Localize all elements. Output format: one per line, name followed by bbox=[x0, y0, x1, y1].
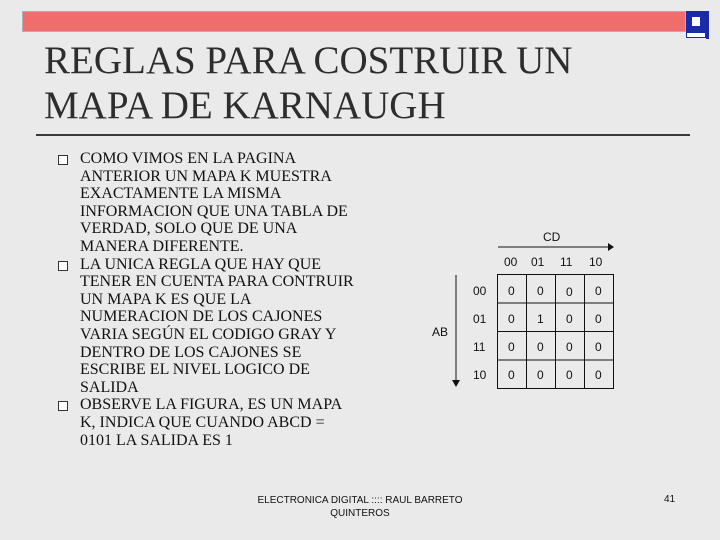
kmap-row-label: 01 bbox=[473, 312, 487, 326]
kmap-row-label: 10 bbox=[473, 368, 487, 382]
kmap-cell: 0 bbox=[595, 284, 602, 298]
kmap-cell: 0 bbox=[508, 312, 515, 326]
kmap-cell: 0 bbox=[537, 284, 544, 298]
slide-title-line-2: MAPA DE KARNAUGH bbox=[44, 84, 446, 127]
kmap-cell: 0 bbox=[537, 368, 544, 382]
kmap-row-label: 00 bbox=[473, 284, 487, 298]
bullet-text: OBSERVE LA FIGURA, ES UN MAPA K, INDICA QUE CUANDO ABCD = 0101 LA SALIDA ES 1 bbox=[80, 396, 342, 449]
bullet-text: COMO VIMOS EN LA PAGINA ANTERIOR UN MAPA K MUESTRA EXACTAMENTE LA MISMA INFORMACION QUE UNA TABLA DE VERDAD, SOLO QUE DE UNA MANERA DIFERENTE. bbox=[80, 150, 348, 255]
kmap-col-variable: CD bbox=[543, 230, 561, 244]
kmap-col-labels bbox=[504, 255, 603, 269]
kmap-row-labels bbox=[473, 284, 487, 382]
kmap-cell: 0 bbox=[566, 368, 573, 382]
kmap-col-arrowhead bbox=[608, 243, 614, 251]
kmap-row-variable: AB bbox=[432, 325, 449, 339]
kmap-cell: 0 bbox=[508, 340, 515, 354]
kmap-col-label: 00 bbox=[504, 255, 518, 269]
kmap-cell: 0 bbox=[508, 368, 515, 382]
kmap-cell: 0 bbox=[595, 340, 602, 354]
kmap-cell: 1 bbox=[537, 312, 544, 326]
kmap-row-label: 11 bbox=[473, 340, 486, 354]
footer-line-1: ELECTRONICA DIGITAL :::: RAUL BARRETO bbox=[257, 495, 463, 506]
kmap-cell: 0 bbox=[566, 312, 573, 326]
bullet-text: LA UNICA REGLA QUE HAY QUE TENER EN CUENTA PARA CONTRUIR UN MAPA K ES QUE LA NUMERACION DE LOS CAJONES VARIA SEGÚN EL CODIGO GRAY Y DENTRO DE LOS CAJONES SE ESCRIBE EL NIVEL LOGICO DE SALIDA bbox=[80, 255, 354, 396]
kmap-cell: 0 bbox=[566, 340, 573, 354]
footer-author bbox=[250, 494, 470, 520]
kmap-cell: 0 bbox=[508, 284, 515, 298]
kmap-cell: 0 bbox=[566, 285, 573, 299]
footer-line-2: QUINTEROS bbox=[330, 508, 390, 519]
slide-title-line-1: REGLAS PARA COSTRUIR UN bbox=[44, 39, 573, 82]
kmap-row-arrowhead bbox=[452, 380, 460, 387]
kmap-col-label: 10 bbox=[589, 255, 603, 269]
kmap-cell: 0 bbox=[595, 312, 602, 326]
kmap-cell: 0 bbox=[537, 340, 544, 354]
kmap-col-label: 01 bbox=[531, 255, 545, 269]
kmap-col-label: 11 bbox=[560, 255, 573, 269]
kmap-cell: 0 bbox=[595, 368, 602, 382]
page-number: 41 bbox=[664, 494, 676, 505]
